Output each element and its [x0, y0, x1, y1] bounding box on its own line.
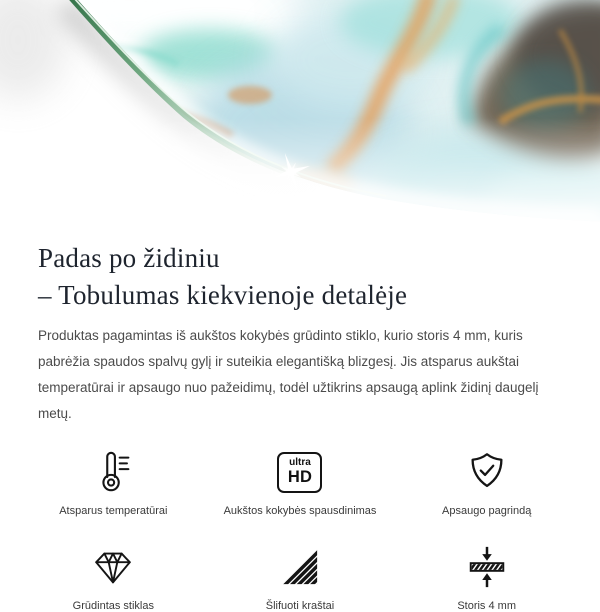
diamond-icon — [90, 543, 136, 591]
feature-temperature-resistant — [20, 448, 207, 517]
feature-label: Storis 4 mm — [457, 600, 516, 612]
feature-label: Aukštos kokybės spausdinimas — [223, 505, 377, 517]
feature-ultra-hd-print — [207, 448, 394, 517]
ultra-hd-icon — [277, 448, 322, 496]
polished-edges-icon — [277, 543, 323, 591]
feature-label: Apsaugo pagrindą — [442, 505, 532, 517]
thermometer-icon — [90, 448, 136, 496]
uhd-badge-bottom: HD — [287, 468, 313, 487]
feature-label: Grūdintas stiklas — [72, 600, 154, 612]
feature-label: Šlifuoti kraštai — [265, 600, 335, 612]
page-title-line2: – Tobulumas kiekvienoje detalėje — [38, 280, 408, 310]
hero-fade — [0, 118, 600, 230]
hero-image — [0, 0, 600, 230]
feature-polished-edges — [207, 543, 394, 612]
feature-tempered-glass — [20, 543, 207, 612]
page-title — [38, 240, 562, 314]
product-description-text: Produktas pagamintas iš aukštos kokybės grūdinto stiklo, kurio storis 4 mm, kuris pabrėžia spaudos spalvų gylį ir suteikia elegantišką blizgesį. Jis atsparus aukštai temperatūrai ir apsaugo nuo pažeidimų, todėl užtikrins apsaugą aplink židinį daugelį metų. — [38, 328, 539, 421]
feature-protects-base — [393, 448, 580, 517]
feature-grid — [0, 448, 600, 612]
uhd-badge-top: ultra — [289, 457, 311, 469]
page-title-line1: Padas po židiniu — [38, 243, 220, 273]
shield-check-icon — [464, 448, 510, 496]
feature-label: Atsparus temperatūrai — [59, 505, 168, 517]
thickness-icon — [464, 543, 510, 591]
product-description-section — [0, 240, 600, 427]
glass-pad-photo — [0, 0, 600, 230]
feature-thickness — [393, 543, 580, 612]
